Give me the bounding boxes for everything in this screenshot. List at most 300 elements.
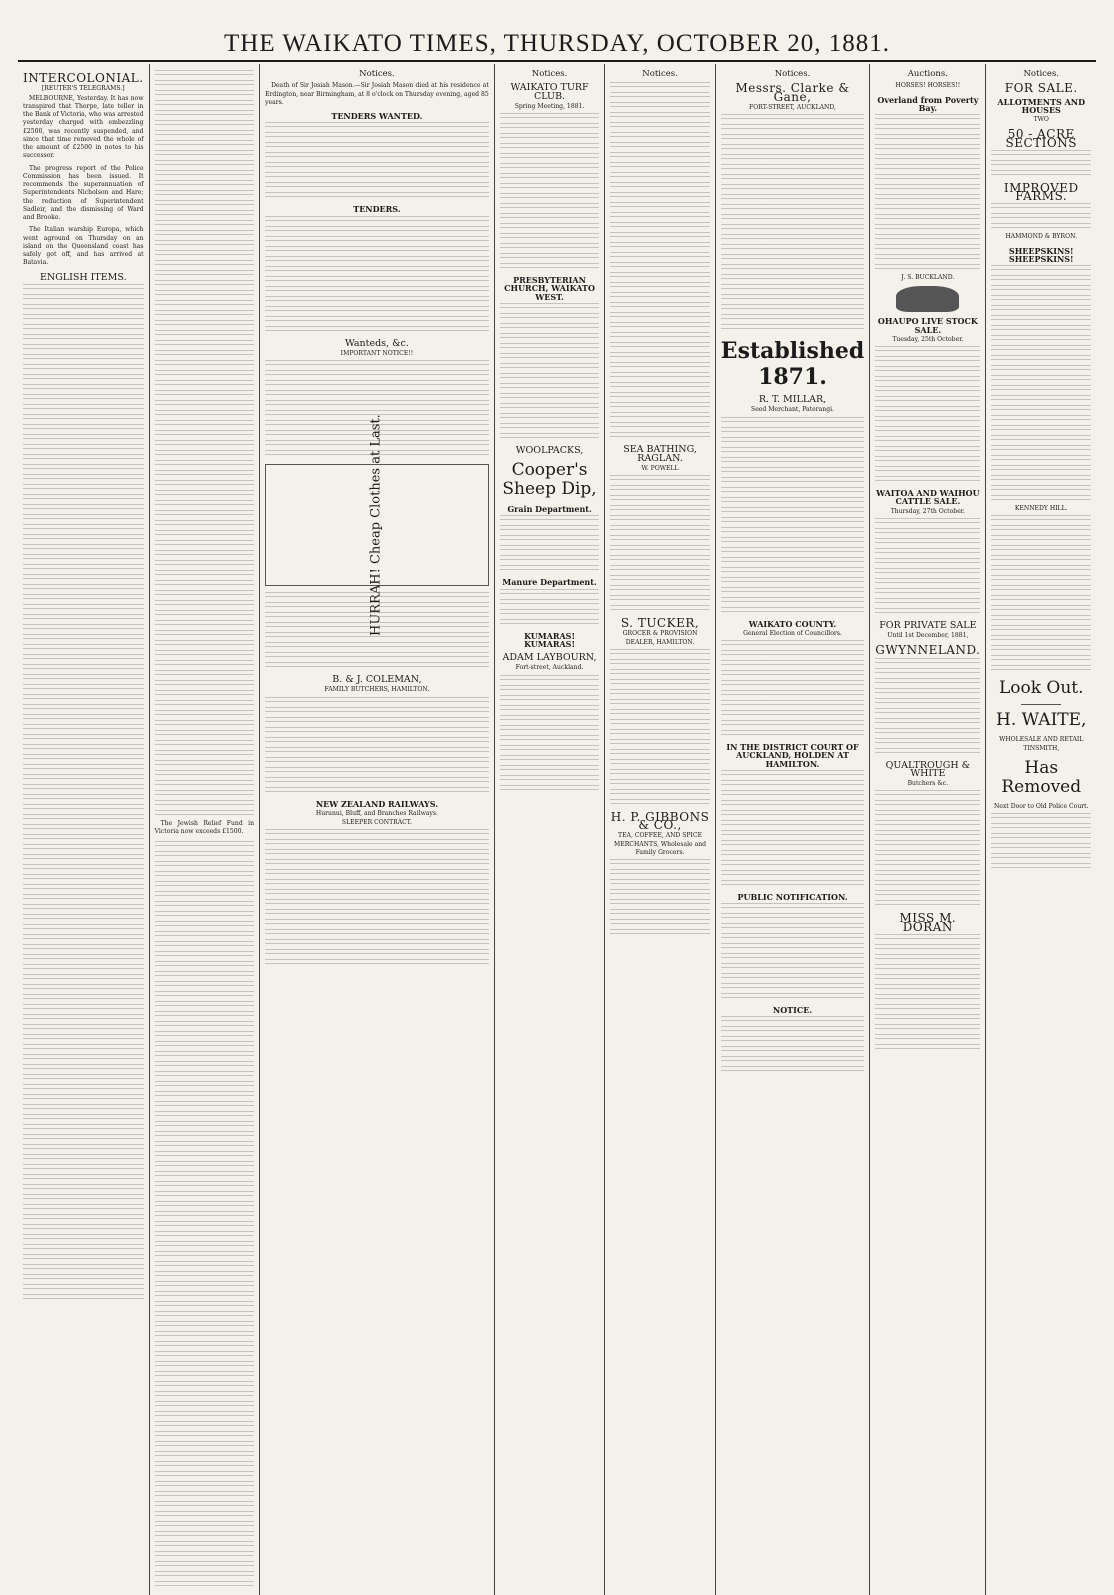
- text-line: [500, 323, 600, 331]
- text-line: [875, 870, 980, 878]
- text-line: [991, 843, 1091, 851]
- text-line: [721, 800, 864, 808]
- text-line: [265, 316, 489, 324]
- text-line: [23, 824, 144, 832]
- text-line: [155, 280, 255, 288]
- text-line: [721, 184, 864, 192]
- column-6: [715, 64, 869, 1595]
- text-line: [875, 114, 980, 122]
- text-line: [610, 485, 710, 493]
- text-line: [721, 214, 864, 222]
- text-line: [155, 120, 255, 128]
- text-line: [155, 961, 255, 969]
- text-line: [610, 312, 710, 320]
- text-line: [500, 619, 600, 627]
- text-line: [155, 1381, 255, 1389]
- text-line: [875, 598, 980, 606]
- text-line: [155, 410, 255, 418]
- text-line: [875, 406, 980, 414]
- text-line: [610, 719, 710, 727]
- text-line: [991, 375, 1091, 383]
- text-line: [875, 244, 980, 252]
- text-line: [875, 840, 980, 848]
- text-line: [155, 80, 255, 88]
- text-line: [991, 415, 1091, 423]
- text-line: [500, 545, 600, 553]
- sea-bathing-heading: SEA BATHING, RAGLAN.: [623, 444, 697, 464]
- text-line: [23, 1204, 144, 1212]
- text-line: [991, 833, 1091, 841]
- text-line: [610, 605, 710, 613]
- text-line: [23, 504, 144, 512]
- text-line: [265, 182, 489, 190]
- text-line: [721, 577, 864, 585]
- text-line: [721, 437, 864, 445]
- text-line: [875, 194, 980, 202]
- text-line: [610, 332, 710, 340]
- text-line: [155, 210, 255, 218]
- text-line: [610, 649, 710, 657]
- text-line: [721, 264, 864, 272]
- text-line: [500, 565, 600, 573]
- text-line: [610, 322, 710, 330]
- text-line: [23, 1014, 144, 1022]
- text-line: [991, 665, 1091, 673]
- text-line: [23, 1284, 144, 1292]
- text-line: [155, 1351, 255, 1359]
- gwynneland-heading: GWYNNELAND.: [875, 643, 981, 658]
- text-line: [875, 466, 980, 474]
- text-line: [500, 715, 600, 723]
- text-line: [155, 1211, 255, 1219]
- text-line: [991, 635, 1091, 643]
- text-line: [875, 356, 980, 364]
- text-line: [23, 934, 144, 942]
- text-line: [721, 527, 864, 535]
- text-line: [500, 755, 600, 763]
- text-line: [610, 122, 710, 130]
- text-line: [155, 1241, 255, 1249]
- text-line: [721, 770, 864, 778]
- article-paragraph: MELBOURNE, Yesterday. It has now transpired that Thorpe, late teller in the Bank of Victoria, who was arrested yesterday charged with embezzling £2500, was recently suspended, and since that time removed the whole of the amount of £2500 in notes to his successor.: [23, 94, 144, 160]
- text-line: [155, 1101, 255, 1109]
- text-line: [265, 286, 489, 294]
- text-line: [23, 544, 144, 552]
- presbyterian-heading: PRESBYTERIAN CHURCH, WAIKATO WEST.: [504, 275, 595, 302]
- text-line: [265, 122, 489, 130]
- text-line: [991, 265, 1091, 273]
- text-line: [23, 1254, 144, 1262]
- text-line: [155, 380, 255, 388]
- text-line: [23, 834, 144, 842]
- article-paragraph: The Italian warship Europa, which went aground on Thursday on an island on the Queensland coast has safely got off, and has arrived at Batavia.: [23, 226, 144, 267]
- text-line: [721, 324, 864, 332]
- gibbons-subheading: TEA, COFFEE, AND SPICE MERCHANTS, Wholesale and Family Grocers.: [614, 832, 707, 856]
- notices-header: Notices.: [642, 69, 678, 79]
- text-line: [155, 1541, 255, 1549]
- illegible-text-block: [23, 284, 144, 1302]
- text-line: [155, 440, 255, 448]
- public-notification-heading: PUBLIC NOTIFICATION.: [737, 891, 848, 902]
- gibbons-heading: H. P. GIBBONS & CO.,: [610, 809, 710, 832]
- text-line: [721, 254, 864, 262]
- text-line: [610, 505, 710, 513]
- text-line: [610, 172, 710, 180]
- text-line: [155, 100, 255, 108]
- text-line: [155, 520, 255, 528]
- text-line: [610, 302, 710, 310]
- column-7: [869, 64, 985, 1595]
- text-line: [23, 1174, 144, 1182]
- text-line: [23, 854, 144, 862]
- text-line: [500, 423, 600, 431]
- text-line: [265, 949, 489, 957]
- text-line: [155, 971, 255, 979]
- kennedy-hill-signature: KENNEDY HILL.: [1014, 505, 1068, 512]
- text-line: [721, 790, 864, 798]
- text-line: [155, 350, 255, 358]
- text-line: [875, 518, 980, 526]
- text-line: [265, 839, 489, 847]
- text-line: [610, 919, 710, 927]
- text-line: [875, 608, 980, 616]
- text-line: [23, 414, 144, 422]
- text-line: [721, 880, 864, 888]
- text-line: [23, 914, 144, 922]
- text-line: [23, 1134, 144, 1142]
- text-line: [155, 1531, 255, 1539]
- text-line: [500, 525, 600, 533]
- text-line: [610, 585, 710, 593]
- text-line: [875, 974, 980, 982]
- waite-subheading: WHOLESALE AND RETAIL TINSMITH,: [999, 736, 1084, 752]
- text-line: [155, 1171, 255, 1179]
- text-line: [500, 193, 600, 201]
- text-line: [155, 1061, 255, 1069]
- text-line: [23, 1044, 144, 1052]
- text-line: [155, 230, 255, 238]
- text-line: [500, 745, 600, 753]
- masthead: THE WAIKATO TIMES, THURSDAY, OCTOBER 20, 1881.: [224, 30, 890, 57]
- text-line: [721, 204, 864, 212]
- text-line: [721, 294, 864, 302]
- text-line: [875, 446, 980, 454]
- text-line: [991, 425, 1091, 433]
- text-line: [500, 765, 600, 773]
- waite-heading: H. WAITE,: [996, 710, 1087, 731]
- text-line: [265, 879, 489, 887]
- text-line: [500, 515, 600, 523]
- improved-farms-heading: IMPROVED FARMS.: [1003, 180, 1079, 203]
- text-line: [155, 540, 255, 548]
- text-line: [23, 974, 144, 982]
- text-line: [721, 700, 864, 708]
- manure-heading: Manure Department.: [502, 577, 597, 588]
- text-line: [875, 880, 980, 888]
- text-line: [500, 535, 600, 543]
- established-heading: Established 1871.: [720, 338, 865, 390]
- text-line: [155, 1481, 255, 1489]
- text-line: [610, 182, 710, 190]
- text-line: [721, 730, 864, 738]
- text-line: [155, 620, 255, 628]
- text-line: [265, 919, 489, 927]
- text-line: [155, 1141, 255, 1149]
- text-line: [265, 192, 489, 200]
- text-line: [155, 330, 255, 338]
- column-8: [985, 64, 1096, 1595]
- text-line: [265, 727, 489, 735]
- text-line: [610, 759, 710, 767]
- text-line: [155, 430, 255, 438]
- text-line: [155, 450, 255, 458]
- text-line: [721, 467, 864, 475]
- text-line: [23, 404, 144, 412]
- text-line: [155, 1441, 255, 1449]
- overland-heading: Overland from Poverty Bay.: [877, 94, 979, 113]
- text-line: [155, 1231, 255, 1239]
- text-line: [155, 1371, 255, 1379]
- text-line: [610, 789, 710, 797]
- text-line: [155, 480, 255, 488]
- text-line: [155, 660, 255, 668]
- text-line: [155, 150, 255, 158]
- text-line: [265, 849, 489, 857]
- text-line: [875, 944, 980, 952]
- text-line: [23, 554, 144, 562]
- text-line: [721, 953, 864, 961]
- text-line: [265, 172, 489, 180]
- text-line: [721, 174, 864, 182]
- text-line: [875, 124, 980, 132]
- text-line: [500, 695, 600, 703]
- text-line: [155, 250, 255, 258]
- text-line: [265, 592, 489, 600]
- text-line: [721, 860, 864, 868]
- text-line: [500, 383, 600, 391]
- text-line: [265, 717, 489, 725]
- text-line: [23, 294, 144, 302]
- text-line: [721, 194, 864, 202]
- coleman-subheading: FAMILY BUTCHERS, HAMILTON.: [324, 686, 430, 694]
- text-line: [875, 184, 980, 192]
- text-line: [23, 1224, 144, 1232]
- auctions-header: Auctions.: [907, 69, 948, 79]
- text-line: [155, 1191, 255, 1199]
- text-line: [265, 767, 489, 775]
- text-line: [721, 1026, 864, 1034]
- text-line: [721, 597, 864, 605]
- text-line: [155, 810, 255, 818]
- qualtrough-white-heading: QUALTROUGH & WHITE: [885, 759, 971, 779]
- horses-heading: HORSES! HORSES!!: [895, 82, 961, 90]
- text-line: [155, 911, 255, 919]
- text-line: [875, 954, 980, 962]
- notices-header: Notices.: [1023, 69, 1060, 79]
- text-line: [155, 680, 255, 688]
- text-line: [155, 1161, 255, 1169]
- railways-subheading: Hurunui, Bluff, and Branches Railways.: [315, 809, 438, 817]
- text-line: [875, 708, 980, 716]
- text-line: [875, 254, 980, 262]
- text-line: [610, 432, 710, 440]
- district-court-heading: IN THE DISTRICT COURT OF AUCKLAND, HOLDEN AT HAMILTON.: [726, 742, 859, 769]
- text-line: [875, 144, 980, 152]
- text-line: [155, 1491, 255, 1499]
- text-line: [265, 326, 489, 334]
- text-line: [23, 434, 144, 442]
- text-line: [23, 1024, 144, 1032]
- text-line: [721, 983, 864, 991]
- text-line: [991, 485, 1091, 493]
- text-line: [875, 568, 980, 576]
- column-4: [494, 64, 605, 1595]
- text-line: [265, 777, 489, 785]
- allotments-heading: ALLOTMENTS AND HOUSES: [997, 96, 1086, 115]
- text-line: [155, 1201, 255, 1209]
- text-line: [155, 220, 255, 228]
- text-line: [610, 859, 710, 867]
- text-line: [155, 510, 255, 518]
- text-line: [610, 769, 710, 777]
- text-line: [875, 1024, 980, 1032]
- text-line: [23, 954, 144, 962]
- text-line: [500, 735, 600, 743]
- text-line: [610, 799, 710, 807]
- text-line: [610, 362, 710, 370]
- ohaupo-sale-date: Tuesday, 25th October.: [892, 335, 964, 343]
- text-line: [610, 869, 710, 877]
- text-line: [610, 162, 710, 170]
- text-line: [721, 913, 864, 921]
- text-line: [610, 142, 710, 150]
- text-line: [991, 150, 1091, 158]
- text-line: [610, 899, 710, 907]
- text-line: [155, 180, 255, 188]
- text-line: [265, 747, 489, 755]
- text-line: [23, 664, 144, 672]
- text-line: [610, 909, 710, 917]
- text-line: [23, 1124, 144, 1132]
- text-line: [991, 585, 1091, 593]
- ohaupo-sale-heading: OHAUPO LIVE STOCK SALE.: [877, 316, 978, 335]
- text-line: [610, 495, 710, 503]
- text-line: [610, 689, 710, 697]
- text-line: [500, 725, 600, 733]
- text-line: [875, 396, 980, 404]
- text-line: [23, 944, 144, 952]
- text-line: [875, 588, 980, 596]
- text-line: [155, 1391, 255, 1399]
- text-line: [155, 981, 255, 989]
- text-line: [155, 1311, 255, 1319]
- text-line: [23, 1144, 144, 1152]
- text-line: [155, 560, 255, 568]
- text-line: [721, 567, 864, 575]
- text-line: [610, 282, 710, 290]
- text-line: [155, 310, 255, 318]
- text-line: [610, 222, 710, 230]
- text-line: [875, 748, 980, 756]
- cattle-illustration: [896, 286, 959, 312]
- millar-heading: R. T. MILLAR,: [758, 394, 827, 405]
- text-line: [23, 334, 144, 342]
- text-line: [721, 447, 864, 455]
- text-line: [23, 1034, 144, 1042]
- turf-club-heading: WAIKATO TURF CLUB.: [510, 82, 589, 102]
- text-line: [500, 393, 600, 401]
- text-line: [500, 133, 600, 141]
- text-line: [155, 1551, 255, 1559]
- text-line: [265, 132, 489, 140]
- next-door-text: Next Door to Old Police Court.: [993, 802, 1089, 810]
- text-line: [721, 547, 864, 555]
- text-line: [155, 670, 255, 678]
- text-line: [721, 820, 864, 828]
- text-line: [500, 143, 600, 151]
- text-line: [155, 1011, 255, 1019]
- text-line: [155, 590, 255, 598]
- text-line: [23, 964, 144, 972]
- text-line: [500, 153, 600, 161]
- text-line: [721, 720, 864, 728]
- text-line: [265, 757, 489, 765]
- text-line: [155, 861, 255, 869]
- doran-heading: MISS M. DORAN: [899, 911, 957, 934]
- text-line: [875, 890, 980, 898]
- text-line: [23, 1054, 144, 1062]
- text-line: [500, 203, 600, 211]
- text-line: [23, 734, 144, 742]
- text-line: [500, 413, 600, 421]
- text-line: [721, 710, 864, 718]
- text-line: [721, 304, 864, 312]
- text-line: [991, 515, 1091, 523]
- text-line: [155, 1031, 255, 1039]
- text-line: [23, 304, 144, 312]
- text-line: [23, 744, 144, 752]
- text-line: [155, 1321, 255, 1329]
- text-line: [155, 570, 255, 578]
- text-line: [155, 90, 255, 98]
- text-line: [500, 555, 600, 563]
- text-line: [991, 170, 1091, 178]
- text-line: [155, 1251, 255, 1259]
- text-line: [155, 320, 255, 328]
- text-line: [875, 718, 980, 726]
- text-line: [610, 102, 710, 110]
- text-line: [155, 901, 255, 909]
- tenders-wanted-heading: TENDERS WANTED.: [331, 111, 423, 121]
- text-line: [610, 252, 710, 260]
- text-line: [155, 460, 255, 468]
- text-line: [500, 333, 600, 341]
- sheepskins-heading: SHEEPSKINS! SHEEPSKINS!: [1008, 245, 1074, 264]
- private-sale-until: Until 1st December, 1881,: [887, 632, 969, 639]
- text-line: [610, 382, 710, 390]
- text-line: [610, 422, 710, 430]
- text-line: [155, 750, 255, 758]
- text-line: [155, 1401, 255, 1409]
- text-line: [155, 370, 255, 378]
- text-line: [721, 923, 864, 931]
- text-line: [875, 810, 980, 818]
- text-line: [875, 934, 980, 942]
- text-line: [721, 680, 864, 688]
- text-line: [875, 346, 980, 354]
- text-line: [155, 400, 255, 408]
- text-line: [23, 674, 144, 682]
